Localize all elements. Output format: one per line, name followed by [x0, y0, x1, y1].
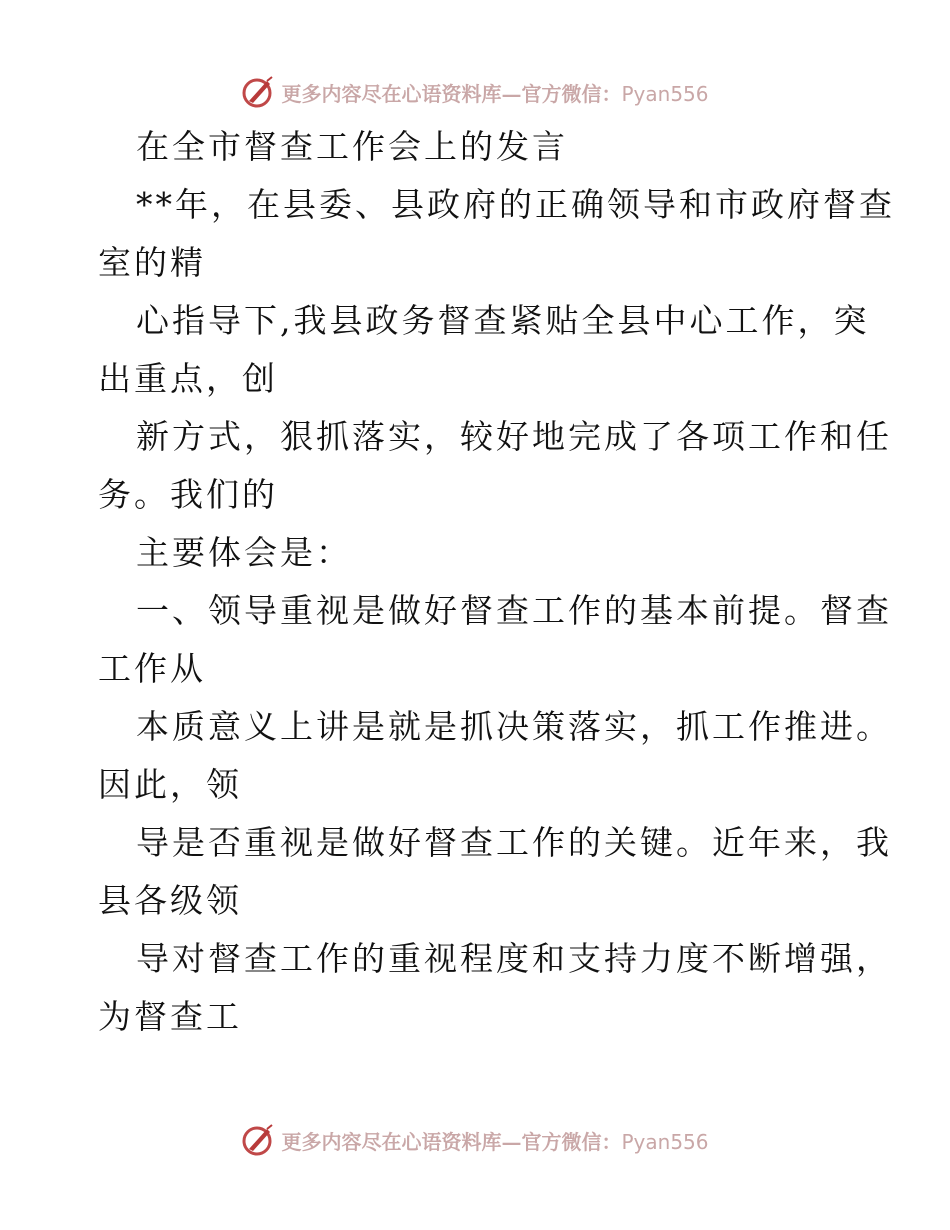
document-body: [98, 118, 895, 1046]
paragraph-line: 为督查工: [98, 997, 242, 1036]
paragraph-line: 县各级领: [98, 881, 242, 920]
header-banner-slogan: 更多内容尽在心语资料库—官方微信：: [281, 81, 622, 106]
quill-pen-logo-icon: [241, 75, 275, 109]
paragraph-line: 务。我们的: [98, 475, 278, 514]
paragraph-line: 本质意义上讲是就是抓决策落实，抓工作推进。: [136, 707, 892, 746]
header-banner-text: [281, 78, 708, 107]
quill-pen-logo-icon: [241, 1123, 275, 1157]
paragraph-line: 导对督查工作的重视程度和支持力度不断增强，: [136, 939, 892, 978]
paragraph-line: 出重点，创: [98, 359, 278, 398]
paragraph-line: 心指导下,我县政务督查紧贴全县中心工作，突: [136, 301, 870, 340]
paragraph-line: 导是否重视是做好督查工作的关键。近年来，我: [136, 823, 892, 862]
paragraph-line: 一、领导重视是做好督查工作的基本前提。督查: [136, 591, 892, 630]
footer-banner-slogan: 更多内容尽在心语资料库—官方微信：: [281, 1129, 622, 1154]
footer-banner-text: [281, 1126, 708, 1155]
paragraph-line: 主要体会是：: [136, 533, 352, 572]
paragraph-line: 新方式，狠抓落实，较好地完成了各项工作和任: [136, 417, 892, 456]
footer-banner: [0, 1120, 950, 1160]
footer-wechat-id: Pyan556: [621, 1129, 709, 1154]
doc-title: 在全市督查工作会上的发言: [136, 127, 568, 166]
paragraph-line: 因此，领: [98, 765, 242, 804]
header-wechat-id: Pyan556: [621, 81, 709, 106]
paragraph-line: **年，在县委、县政府的正确领导和市政府督查: [136, 185, 895, 224]
paragraph-line: 工作从: [98, 649, 206, 688]
header-banner: [0, 72, 950, 112]
paragraph-line: 室的精: [98, 243, 206, 282]
